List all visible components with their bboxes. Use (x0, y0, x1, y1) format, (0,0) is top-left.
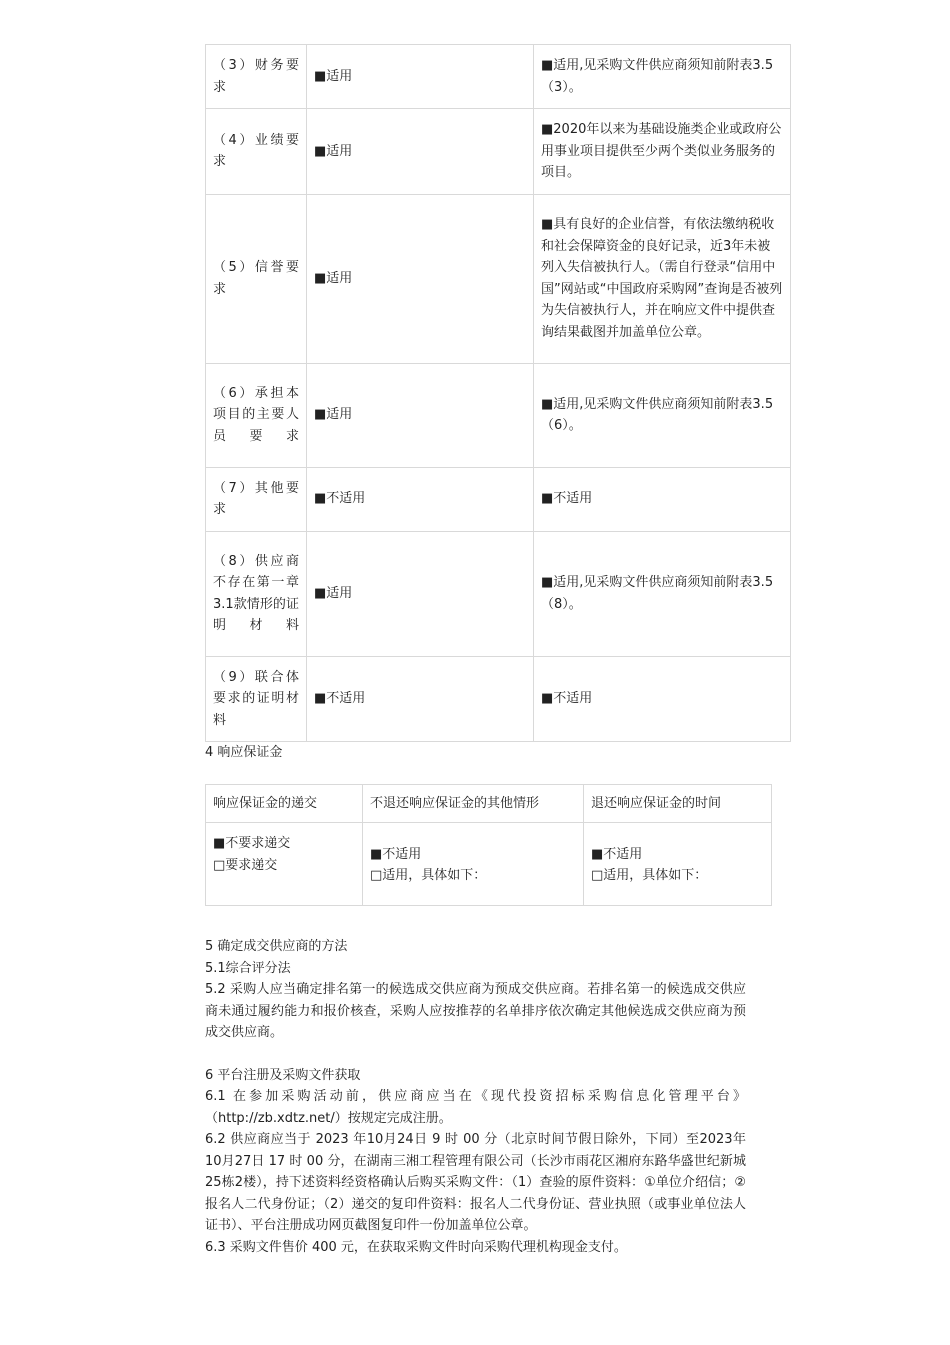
table-row (206, 194, 791, 363)
column-header: 不退还响应保证金的其他情形 (363, 784, 584, 823)
table-row (206, 109, 791, 195)
row-label: （4）业绩要求 (206, 109, 307, 195)
table-row (206, 45, 791, 109)
row-label: （6）承担本项目的主要人员要求 (206, 363, 307, 467)
row-detail: ■不适用 (534, 656, 791, 742)
row-detail: ■适用,见采购文件供应商须知前附表3.5（6）。 (534, 363, 791, 467)
section-6-3: 6.3 采购文件售价 400 元，在获取采购文件时向采购代理机构现金支付。 (205, 1239, 627, 1255)
row-detail: ■具有良好的企业信誉，有依法缴纳税收和社会保障资金的良好记录，近3年未被列入失信被执行人。（需自行登录“信用中国”网站或“中国政府采购网”查询是否被列为失信被执行人，并在响应文件中提供查询结果截图并加盖单位公章。 (534, 194, 791, 363)
section-5-title: 5 确定成交供应商的方法 (205, 939, 348, 954)
section-6-title: 6 平台注册及采购文件获取 (205, 1067, 361, 1083)
section-5-1: 5.1综合评分法 (205, 960, 291, 976)
row-applicable: ■适用 (307, 194, 534, 363)
row-label: （7）其他要求 (206, 467, 307, 531)
row-detail: ■2020年以来为基础设施类企业或政府公用事业项目提供至少两个类似业务服务的项目。 (534, 109, 791, 195)
table-row (206, 467, 791, 531)
row-detail: ■适用,见采购文件供应商须知前附表3.5（8）。 (534, 531, 791, 656)
section-6-1: 6.1 在参加采购活动前，供应商应当在《现代投资招标采购信息化管理平台》（http://zb.xdtz.net/）按规定完成注册。 (205, 1089, 746, 1126)
row-label: （5）信誉要求 (206, 194, 307, 363)
option-deposit-required: □要求递交 (213, 857, 278, 873)
row-applicable: ■适用 (307, 109, 534, 195)
row-applicable: ■不适用 (307, 467, 534, 531)
option-applicable: □适用，具体如下： (591, 868, 708, 883)
document-page (205, 44, 783, 1258)
row-applicable: ■适用 (307, 531, 534, 656)
table-row (206, 656, 791, 742)
table-header-row (206, 784, 772, 823)
row-applicable: ■不适用 (307, 656, 534, 742)
table-row (206, 823, 772, 906)
table-row (206, 531, 791, 656)
column-header: 退还响应保证金的时间 (584, 784, 772, 823)
deposit-table (205, 784, 772, 907)
deposit-submission-cell (206, 823, 363, 906)
column-header: 响应保证金的递交 (206, 784, 363, 823)
row-applicable: ■适用 (307, 45, 534, 109)
option-no-deposit: ■不要求递交 (213, 836, 291, 851)
option-not-applicable: ■不适用 (370, 846, 422, 862)
section-6-2: 6.2 供应商应当于 2023 年10月24日 9 时 00 分（北京时间节假日除外，下同）至2023年10月27日 17 时 00 分，在湖南三湘工程管理有限公司（长沙市雨花区湘府东路华盛世纪新城25栋2楼），持下述资料经资格确认后购买采购文件：（1）查验的原件资料：①单位介绍信；②报名人二代身份证；（2）递交的复印件资料：报名人二代身份证、营业执照（或事业单位法人证书）、平台注册成功网页截图复印件一份加盖单位公章。 (205, 1132, 746, 1233)
section-4-title: 4 响应保证金 (205, 745, 283, 760)
section-6 (205, 1065, 746, 1259)
qualification-table (205, 44, 791, 742)
option-applicable: □适用，具体如下： (370, 868, 487, 883)
no-refund-cell (363, 823, 584, 906)
row-label: （3）财务要求 (206, 45, 307, 109)
row-label: （9）联合体要求的证明材料 (206, 656, 307, 742)
row-detail: ■不适用 (534, 467, 791, 531)
table-row (206, 363, 791, 467)
section-5 (205, 936, 746, 1044)
row-label: （8）供应商不存在第一章3.1款情形的证明材料 (206, 531, 307, 656)
row-detail: ■适用,见采购文件供应商须知前附表3.5（3）。 (534, 45, 791, 109)
row-applicable: ■适用 (307, 363, 534, 467)
refund-time-cell (584, 823, 772, 906)
option-not-applicable: ■不适用 (591, 846, 643, 862)
section-5-2: 5.2 采购人应当确定排名第一的候选成交供应商为预成交供应商。若排名第一的候选成交供应商未通过履约能力和报价核查，采购人应按推荐的名单排序依次确定其他候选成交供应商为预成交供应商。 (205, 982, 746, 1040)
